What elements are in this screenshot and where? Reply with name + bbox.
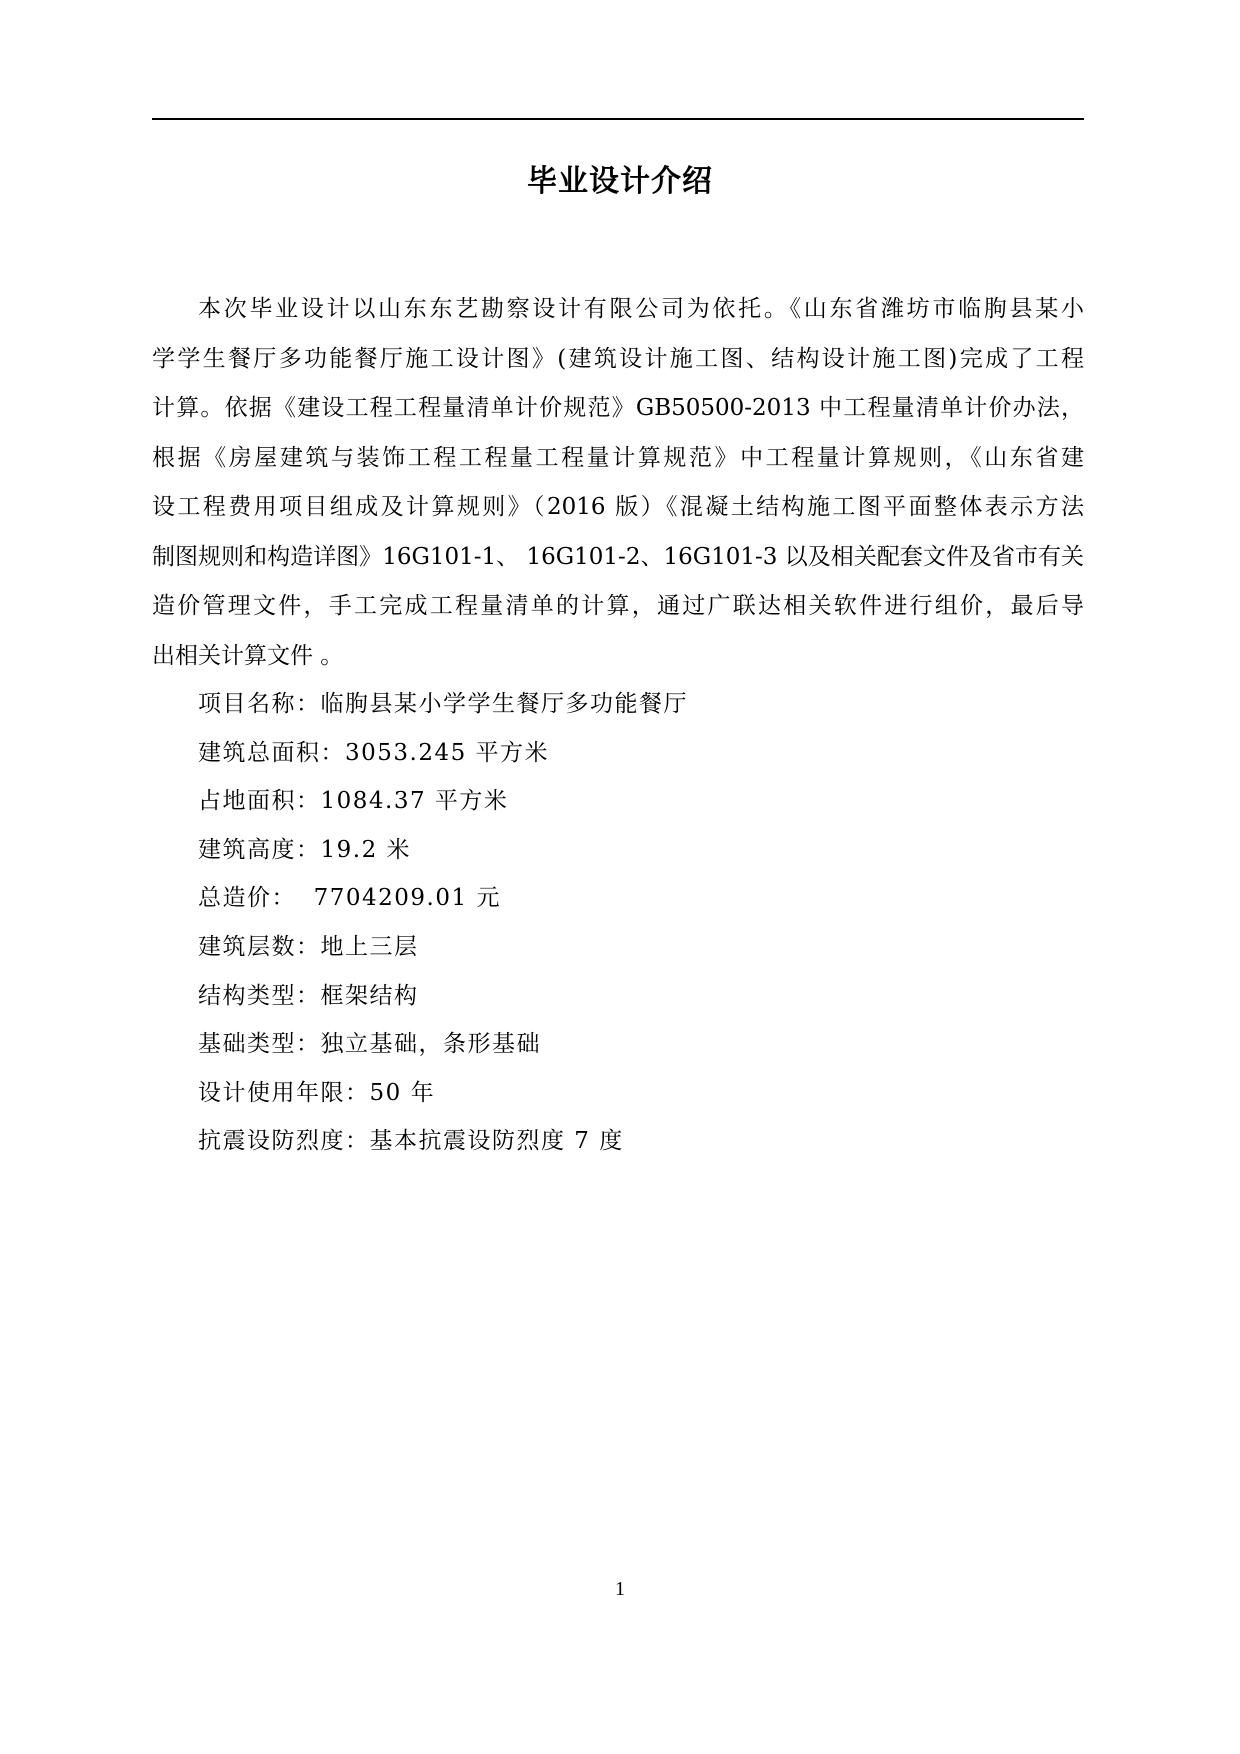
header-rule <box>152 118 1084 120</box>
fact-project-name <box>198 680 688 729</box>
fact-label: 建筑层数： <box>198 933 321 960</box>
page-number: 1 <box>615 1578 625 1600</box>
fact-value: 3053.245 平方米 <box>345 739 550 766</box>
fact-site-area <box>198 777 688 826</box>
fact-label: 基础类型： <box>198 1031 321 1058</box>
fact-label: 设计使用年限： <box>198 1079 370 1106</box>
fact-building-height <box>198 826 688 875</box>
page-title: 毕业设计介绍 <box>527 164 713 199</box>
fact-value: 独立基础，条形基础 <box>320 1031 541 1058</box>
fact-floor-count <box>198 923 688 972</box>
fact-value: 临朐县某小学学生餐厅多功能餐厅 <box>320 691 688 717</box>
intro-line: 学学生餐厅多功能餐厅施工设计图》(建筑设计施工图、结构设计施工图)完成了工程 <box>152 345 1084 372</box>
fact-label: 占地面积： <box>198 788 321 815</box>
fact-label: 建筑高度： <box>198 836 321 863</box>
fact-total-cost <box>198 874 688 923</box>
intro-line: 制图规则和构造详图》16G101-1、 16G101-2、16G101-3 以及相关配套文件及省市有关 <box>152 543 1084 570</box>
fact-structure-type <box>198 972 688 1021</box>
fact-value: 框架结构 <box>320 982 419 1009</box>
fact-label: 结构类型： <box>198 982 321 1009</box>
fact-value: 地上三层 <box>320 933 419 960</box>
fact-design-service-life <box>198 1069 688 1118</box>
fact-total-floor-area <box>198 729 688 778</box>
fact-label: 建筑总面积： <box>198 739 345 766</box>
fact-value: 1084.37 平方米 <box>320 788 509 815</box>
intro-line: 造价管理文件，手工完成工程量清单的计算，通过广联达相关软件进行组价，最后导 <box>152 593 1084 619</box>
fact-label: 抗震设防烈度： <box>198 1128 370 1155</box>
fact-label: 项目名称： <box>198 691 321 717</box>
fact-value: 基本抗震设防烈度 7 度 <box>369 1128 624 1155</box>
fact-foundation-type <box>198 1020 688 1069</box>
intro-line: 设工程费用项目组成及计算规则》（2016 版）《混凝土结构施工图平面整体表示方法 <box>152 494 1084 520</box>
intro-paragraph <box>152 285 1084 681</box>
fact-label: 总造价： <box>198 885 296 912</box>
fact-value: 50 年 <box>369 1079 436 1106</box>
fact-value: 19.2 米 <box>320 836 412 863</box>
intro-line: 出相关计算文件 。 <box>152 642 344 669</box>
fact-seismic-intensity <box>198 1117 688 1166</box>
intro-line: 本次毕业设计以山东东艺勘察设计有限公司为依托。《山东省潍坊市临朐县某小 <box>198 296 1084 322</box>
fact-value: 7704209.01 元 <box>296 885 501 912</box>
intro-line: 根据《房屋建筑与装饰工程工程量工程量计算规范》中工程量计算规则，《山东省建 <box>152 444 1084 471</box>
project-facts-list <box>198 680 688 1166</box>
intro-line: 计算。依据《建设工程工程量清单计价规范》GB50500-2013 中工程量清单计价办法， <box>152 395 1084 421</box>
